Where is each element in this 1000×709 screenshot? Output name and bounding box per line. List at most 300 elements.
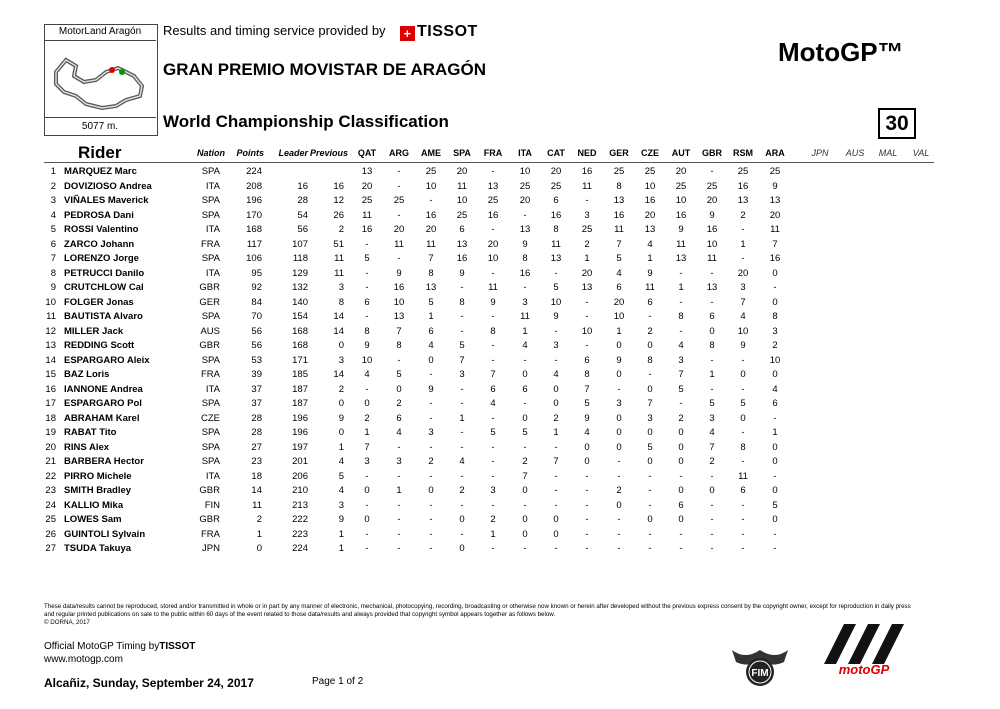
table-row: [0, 471, 1000, 486]
race-points: -: [741, 354, 745, 366]
gap-to-previous: 16: [333, 180, 344, 192]
race-points: 2: [584, 238, 590, 250]
race-column-header: RSM: [733, 148, 753, 158]
rider-first-name: Jack: [102, 325, 124, 337]
rider-name: [64, 340, 134, 351]
race-points: -: [741, 499, 745, 511]
race-points: -: [460, 325, 464, 337]
gap-to-previous: 1: [338, 528, 344, 540]
rider-points: 11: [252, 499, 262, 511]
race-points: -: [710, 470, 714, 482]
race-points: -: [710, 166, 714, 177]
race-points: 0: [396, 383, 402, 395]
race-points: -: [710, 267, 714, 279]
race-points: 0: [647, 340, 653, 351]
table-row: [0, 442, 1000, 457]
event-title: GRAN PREMIO MOVISTAR DE ARAGÓN: [163, 60, 487, 79]
gap-to-previous: 9: [338, 412, 344, 424]
race-points: -: [617, 543, 621, 554]
race-points: 6: [490, 383, 496, 395]
rider-points: 106: [246, 253, 262, 264]
rider-name: [64, 500, 123, 511]
rider-position: 11: [46, 311, 56, 322]
race-points: 5: [678, 383, 684, 395]
gap-to-previous: 4: [338, 456, 344, 467]
race-points: 0: [678, 514, 684, 525]
race-points: 4: [772, 383, 778, 395]
rider-points: 0: [256, 543, 262, 554]
race-points: 0: [647, 427, 653, 438]
race-points: 20: [613, 296, 625, 308]
race-points: -: [365, 499, 369, 511]
race-points: 0: [522, 485, 528, 496]
race-points: 25: [456, 209, 468, 221]
race-points: -: [617, 383, 621, 395]
table-row: [0, 297, 1000, 312]
race-points: 8: [396, 340, 402, 351]
race-points: -: [741, 456, 745, 467]
race-points: 11: [645, 282, 655, 293]
race-points: 8: [616, 180, 622, 192]
race-points: -: [491, 224, 495, 235]
race-points: 13: [425, 282, 437, 293]
gap-to-previous: 2: [338, 224, 344, 235]
race-points: 8: [459, 296, 465, 308]
rider-position: 24: [45, 499, 56, 511]
race-points: 10: [613, 311, 625, 322]
race-points: 2: [709, 456, 715, 467]
race-points: -: [585, 470, 589, 482]
motogp-logo-icon: [814, 614, 914, 678]
race-points: -: [397, 470, 401, 482]
race-points: -: [460, 282, 464, 293]
rider-position: 2: [50, 180, 56, 192]
race-column-header: AUT: [671, 148, 691, 158]
table-row: [0, 239, 1000, 254]
race-points: 5: [396, 369, 402, 380]
race-points: 10: [456, 195, 468, 206]
race-points: 8: [490, 325, 496, 337]
tissot-logo: [400, 23, 478, 41]
race-points: -: [773, 282, 777, 293]
race-points: 0: [772, 441, 778, 453]
rider-nation: CZE: [201, 412, 220, 424]
table-row: [0, 282, 1000, 297]
race-points: 4: [678, 340, 684, 351]
race-points: 4: [740, 311, 746, 322]
race-points: 1: [584, 253, 590, 264]
classification-title: World Championship Classification: [163, 112, 449, 131]
table-row: [0, 529, 1000, 544]
race-points: -: [397, 514, 401, 525]
race-points: -: [554, 354, 558, 366]
race-points: 20: [456, 166, 468, 177]
race-points: 3: [709, 412, 715, 424]
rider-position: 27: [45, 543, 56, 554]
race-points: -: [523, 282, 527, 293]
gap-to-previous: 3: [338, 354, 344, 366]
race-points: 13: [737, 195, 749, 206]
race-points: -: [491, 354, 495, 366]
race-points: 10: [519, 166, 531, 177]
race-points: -: [460, 470, 464, 482]
race-points: 25: [644, 166, 656, 177]
race-points: 11: [738, 470, 748, 482]
points-column-header: Points: [236, 148, 264, 158]
race-points: -: [648, 311, 652, 322]
race-points: 5: [364, 253, 370, 264]
race-points: 5: [428, 296, 434, 308]
fim-logo-icon: [730, 640, 790, 690]
rider-last-name: GUINTOLI: [64, 528, 110, 540]
race-points: -: [460, 383, 464, 395]
rider-first-name: Valentino: [96, 224, 139, 235]
rider-points: 2: [256, 514, 262, 525]
race-points: 3: [772, 325, 778, 337]
race-points: -: [679, 398, 683, 409]
race-points: -: [773, 543, 777, 554]
race-points: 0: [584, 441, 590, 453]
race-points: -: [523, 543, 527, 554]
gap-to-leader: 154: [292, 311, 308, 322]
race-points: 6: [647, 296, 653, 308]
race-points: 6: [678, 499, 684, 511]
race-points: 2: [396, 398, 402, 409]
rider-last-name: SMITH: [64, 485, 94, 496]
rider-nation: SPA: [201, 354, 220, 366]
rider-name: [64, 297, 134, 308]
race-points: 5: [740, 398, 746, 409]
rider-nation: JPN: [202, 543, 220, 554]
gap-to-previous: 3: [338, 499, 344, 511]
race-points: 8: [428, 267, 434, 279]
nation-column-header: Nation: [197, 148, 225, 158]
race-points: 6: [522, 383, 528, 395]
leader-column-header: Leader: [278, 148, 308, 158]
race-points: 8: [709, 340, 715, 351]
race-points: 16: [361, 224, 373, 235]
page-indicator: Page 1 of 2: [312, 676, 364, 687]
race-points: -: [523, 209, 527, 221]
rider-nation: FRA: [201, 369, 220, 380]
race-points: 20: [425, 224, 437, 235]
rider-points: 84: [251, 296, 262, 308]
race-points: 16: [425, 209, 437, 221]
race-points: 8: [584, 369, 590, 380]
race-points: 3: [647, 412, 653, 424]
motogp-logo-text: motoGP: [838, 662, 890, 677]
race-points: 13: [581, 282, 593, 293]
rider-position: 7: [50, 253, 56, 264]
race-points: -: [523, 441, 527, 453]
race-points: 13: [706, 282, 718, 293]
rider-nation: SPA: [201, 441, 220, 453]
race-points: 3: [584, 209, 590, 221]
gap-to-previous: 0: [338, 340, 344, 351]
race-column-header: FRA: [483, 148, 503, 158]
rider-name: [64, 195, 149, 206]
rider-name: [64, 253, 139, 264]
gap-to-leader: 187: [292, 383, 308, 395]
race-points: 9: [709, 209, 715, 221]
rider-name: [64, 384, 143, 395]
race-points: -: [679, 325, 683, 337]
gap-to-leader: 129: [292, 267, 308, 279]
race-points: 10: [675, 195, 687, 206]
rider-points: 14: [251, 485, 262, 496]
race-points: 11: [582, 180, 592, 192]
rider-name: [64, 326, 123, 337]
rider-name: [64, 485, 131, 496]
race-points: 7: [740, 296, 746, 308]
race-points: 1: [740, 238, 746, 250]
race-points: -: [585, 296, 589, 308]
race-points: -: [460, 441, 464, 453]
race-points: 4: [553, 369, 559, 380]
race-points: -: [741, 528, 745, 540]
rider-first-name: Tito: [99, 427, 117, 438]
gap-to-previous: 14: [333, 325, 344, 337]
race-points: -: [491, 441, 495, 453]
race-points: 4: [584, 427, 590, 438]
race-points: 0: [616, 441, 622, 453]
race-points: -: [554, 499, 558, 511]
race-points: 11: [457, 180, 467, 192]
official-timing-text: Official MotoGP Timing by: [44, 641, 160, 652]
race-points: 13: [613, 195, 625, 206]
website-link[interactable]: www.motogp.com: [44, 654, 123, 665]
rider-position: 12: [45, 325, 56, 337]
rider-position: 17: [45, 398, 56, 409]
race-points: -: [491, 456, 495, 467]
race-points: 8: [678, 311, 684, 322]
race-points: 7: [616, 238, 622, 250]
future-race-column-header: AUS: [845, 148, 865, 158]
race-points: 0: [709, 325, 715, 337]
rider-points: 70: [251, 311, 262, 322]
race-points: -: [679, 543, 683, 554]
rider-first-name: Loris: [86, 369, 110, 380]
rider-name: [64, 529, 145, 540]
race-points: 9: [772, 180, 778, 192]
race-points: 11: [488, 282, 498, 293]
rider-first-name: Mika: [102, 499, 124, 511]
series-title: MotoGP™: [778, 37, 904, 67]
race-points: 1: [459, 412, 465, 424]
race-points: -: [491, 166, 495, 177]
race-points: -: [365, 238, 369, 250]
race-points: 9: [522, 238, 528, 250]
race-points: 8: [553, 224, 559, 235]
race-points: 0: [740, 369, 746, 380]
race-points: -: [365, 543, 369, 554]
rider-name: [64, 210, 134, 221]
race-points: 25: [550, 180, 562, 192]
table-row: [0, 427, 1000, 442]
race-points: 25: [675, 180, 687, 192]
rider-last-name: ABRAHAM: [64, 412, 114, 424]
race-points: -: [741, 543, 745, 554]
race-points: 10: [361, 354, 373, 366]
rider-last-name: FOLGER: [64, 296, 104, 308]
rider-first-name: Jorge: [113, 253, 139, 264]
place-date: Alcañiz, Sunday, September 24, 2017: [44, 676, 254, 690]
race-points: 0: [428, 354, 434, 366]
race-points: 5: [553, 282, 559, 293]
race-points: 9: [396, 267, 402, 279]
rider-position: 14: [45, 354, 56, 366]
race-points: 16: [613, 209, 625, 221]
rider-name: [64, 543, 131, 554]
rider-first-name: Pol: [127, 398, 142, 409]
gap-to-leader: 201: [292, 456, 308, 467]
rider-name: [64, 311, 143, 322]
race-column-header: ARG: [389, 148, 409, 158]
rider-first-name: Sam: [101, 514, 122, 525]
race-points: -: [365, 311, 369, 322]
race-points: -: [679, 470, 683, 482]
race-points: 1: [647, 253, 653, 264]
race-points: -: [429, 514, 433, 525]
rider-points: 53: [251, 354, 262, 366]
gap-to-previous: 9: [338, 514, 344, 525]
race-points: 2: [647, 325, 653, 337]
race-points: 2: [616, 485, 622, 496]
gap-to-leader: 206: [292, 470, 308, 482]
race-points: 11: [770, 224, 780, 235]
race-points: 4: [490, 398, 496, 409]
race-points: 11: [426, 238, 436, 250]
race-points: 16: [581, 166, 593, 177]
race-points: 7: [459, 354, 465, 366]
gap-to-previous: 51: [333, 238, 344, 250]
race-points: 16: [769, 253, 781, 264]
race-points: 13: [769, 195, 781, 206]
rider-column-header: Rider: [78, 143, 122, 162]
race-points: 9: [553, 311, 559, 322]
rider-last-name: PEDROSA: [64, 209, 111, 221]
race-points: 13: [644, 224, 656, 235]
race-points: 3: [553, 340, 559, 351]
race-points: 0: [772, 485, 778, 496]
gap-to-leader: 171: [292, 354, 308, 366]
race-points: -: [585, 195, 589, 206]
race-points: 11: [614, 224, 624, 235]
rider-first-name: Johann: [100, 238, 135, 250]
race-points: 20: [644, 209, 656, 221]
race-points: 11: [707, 253, 717, 264]
race-points: 11: [362, 209, 372, 221]
race-points: 20: [737, 267, 749, 279]
race-points: 0: [522, 514, 528, 525]
table-row: [0, 326, 1000, 341]
race-points: 0: [647, 456, 653, 467]
race-points: -: [585, 311, 589, 322]
rider-points: 37: [251, 383, 262, 395]
race-points: -: [429, 369, 433, 380]
rider-position: 13: [45, 340, 56, 351]
race-points: 3: [616, 398, 622, 409]
rider-last-name: LOWES: [64, 514, 99, 525]
race-points: 1: [396, 485, 402, 496]
race-points: -: [617, 470, 621, 482]
race-points: -: [460, 528, 464, 540]
rider-first-name: Aleix: [126, 354, 150, 366]
timing-provider-text: Results and timing service provided by: [163, 23, 386, 38]
race-points: -: [491, 543, 495, 554]
race-points: 0: [522, 412, 528, 424]
race-points: 0: [522, 528, 528, 540]
gap-to-previous: 11: [334, 253, 344, 264]
rider-last-name: MILLER: [64, 325, 100, 337]
race-points: 7: [490, 369, 496, 380]
race-points: -: [617, 528, 621, 540]
table-row: [0, 485, 1000, 500]
table-row: [0, 181, 1000, 196]
race-points: -: [741, 427, 745, 438]
gap-to-leader: 185: [292, 369, 308, 380]
disclaimer: [44, 603, 914, 627]
race-points: 7: [584, 383, 590, 395]
rider-first-name: Dani: [113, 209, 134, 221]
rider-last-name: RABAT: [64, 427, 97, 438]
race-points: 9: [740, 340, 746, 351]
race-column-header: QAT: [357, 148, 377, 158]
rider-position: 10: [45, 296, 56, 308]
rider-first-name: Michele: [96, 470, 132, 482]
race-points: 11: [520, 311, 530, 322]
race-points: 3: [428, 427, 434, 438]
race-points: 0: [772, 456, 778, 467]
race-points: 5: [647, 441, 653, 453]
rider-nation: FRA: [201, 528, 220, 540]
race-points: -: [429, 528, 433, 540]
rider-position: 26: [45, 528, 56, 540]
race-points: 0: [678, 441, 684, 453]
race-points: -: [397, 528, 401, 540]
race-points: 0: [616, 412, 622, 424]
race-points: 0: [584, 456, 590, 467]
race-points: 5: [584, 398, 590, 409]
race-points: 20: [361, 180, 373, 192]
race-points: -: [741, 224, 745, 235]
race-points: 16: [487, 209, 499, 221]
race-points: 4: [459, 456, 465, 467]
race-points: -: [523, 354, 527, 366]
race-points: 2: [364, 412, 370, 424]
race-column-header: ARA: [765, 148, 785, 158]
gap-to-previous: 2: [338, 383, 344, 395]
race-points: 0: [772, 296, 778, 308]
race-column-header: CAT: [547, 148, 565, 158]
race-column-header: CZE: [641, 148, 659, 158]
race-points: 0: [678, 485, 684, 496]
race-points: 25: [769, 166, 781, 177]
table-row: [0, 456, 1000, 471]
race-points: 10: [425, 180, 437, 192]
race-points: -: [491, 470, 495, 482]
tissot-logo-text: TISSOT: [417, 23, 478, 40]
race-points: 13: [519, 224, 531, 235]
rider-points: 208: [246, 180, 262, 192]
race-points: 13: [456, 238, 468, 250]
race-points: 6: [364, 296, 370, 308]
race-points: 0: [364, 514, 370, 525]
race-points: 0: [616, 369, 622, 380]
rider-first-name: Karel: [115, 412, 140, 424]
race-points: 2: [490, 514, 496, 525]
race-column-header: NED: [577, 148, 597, 158]
